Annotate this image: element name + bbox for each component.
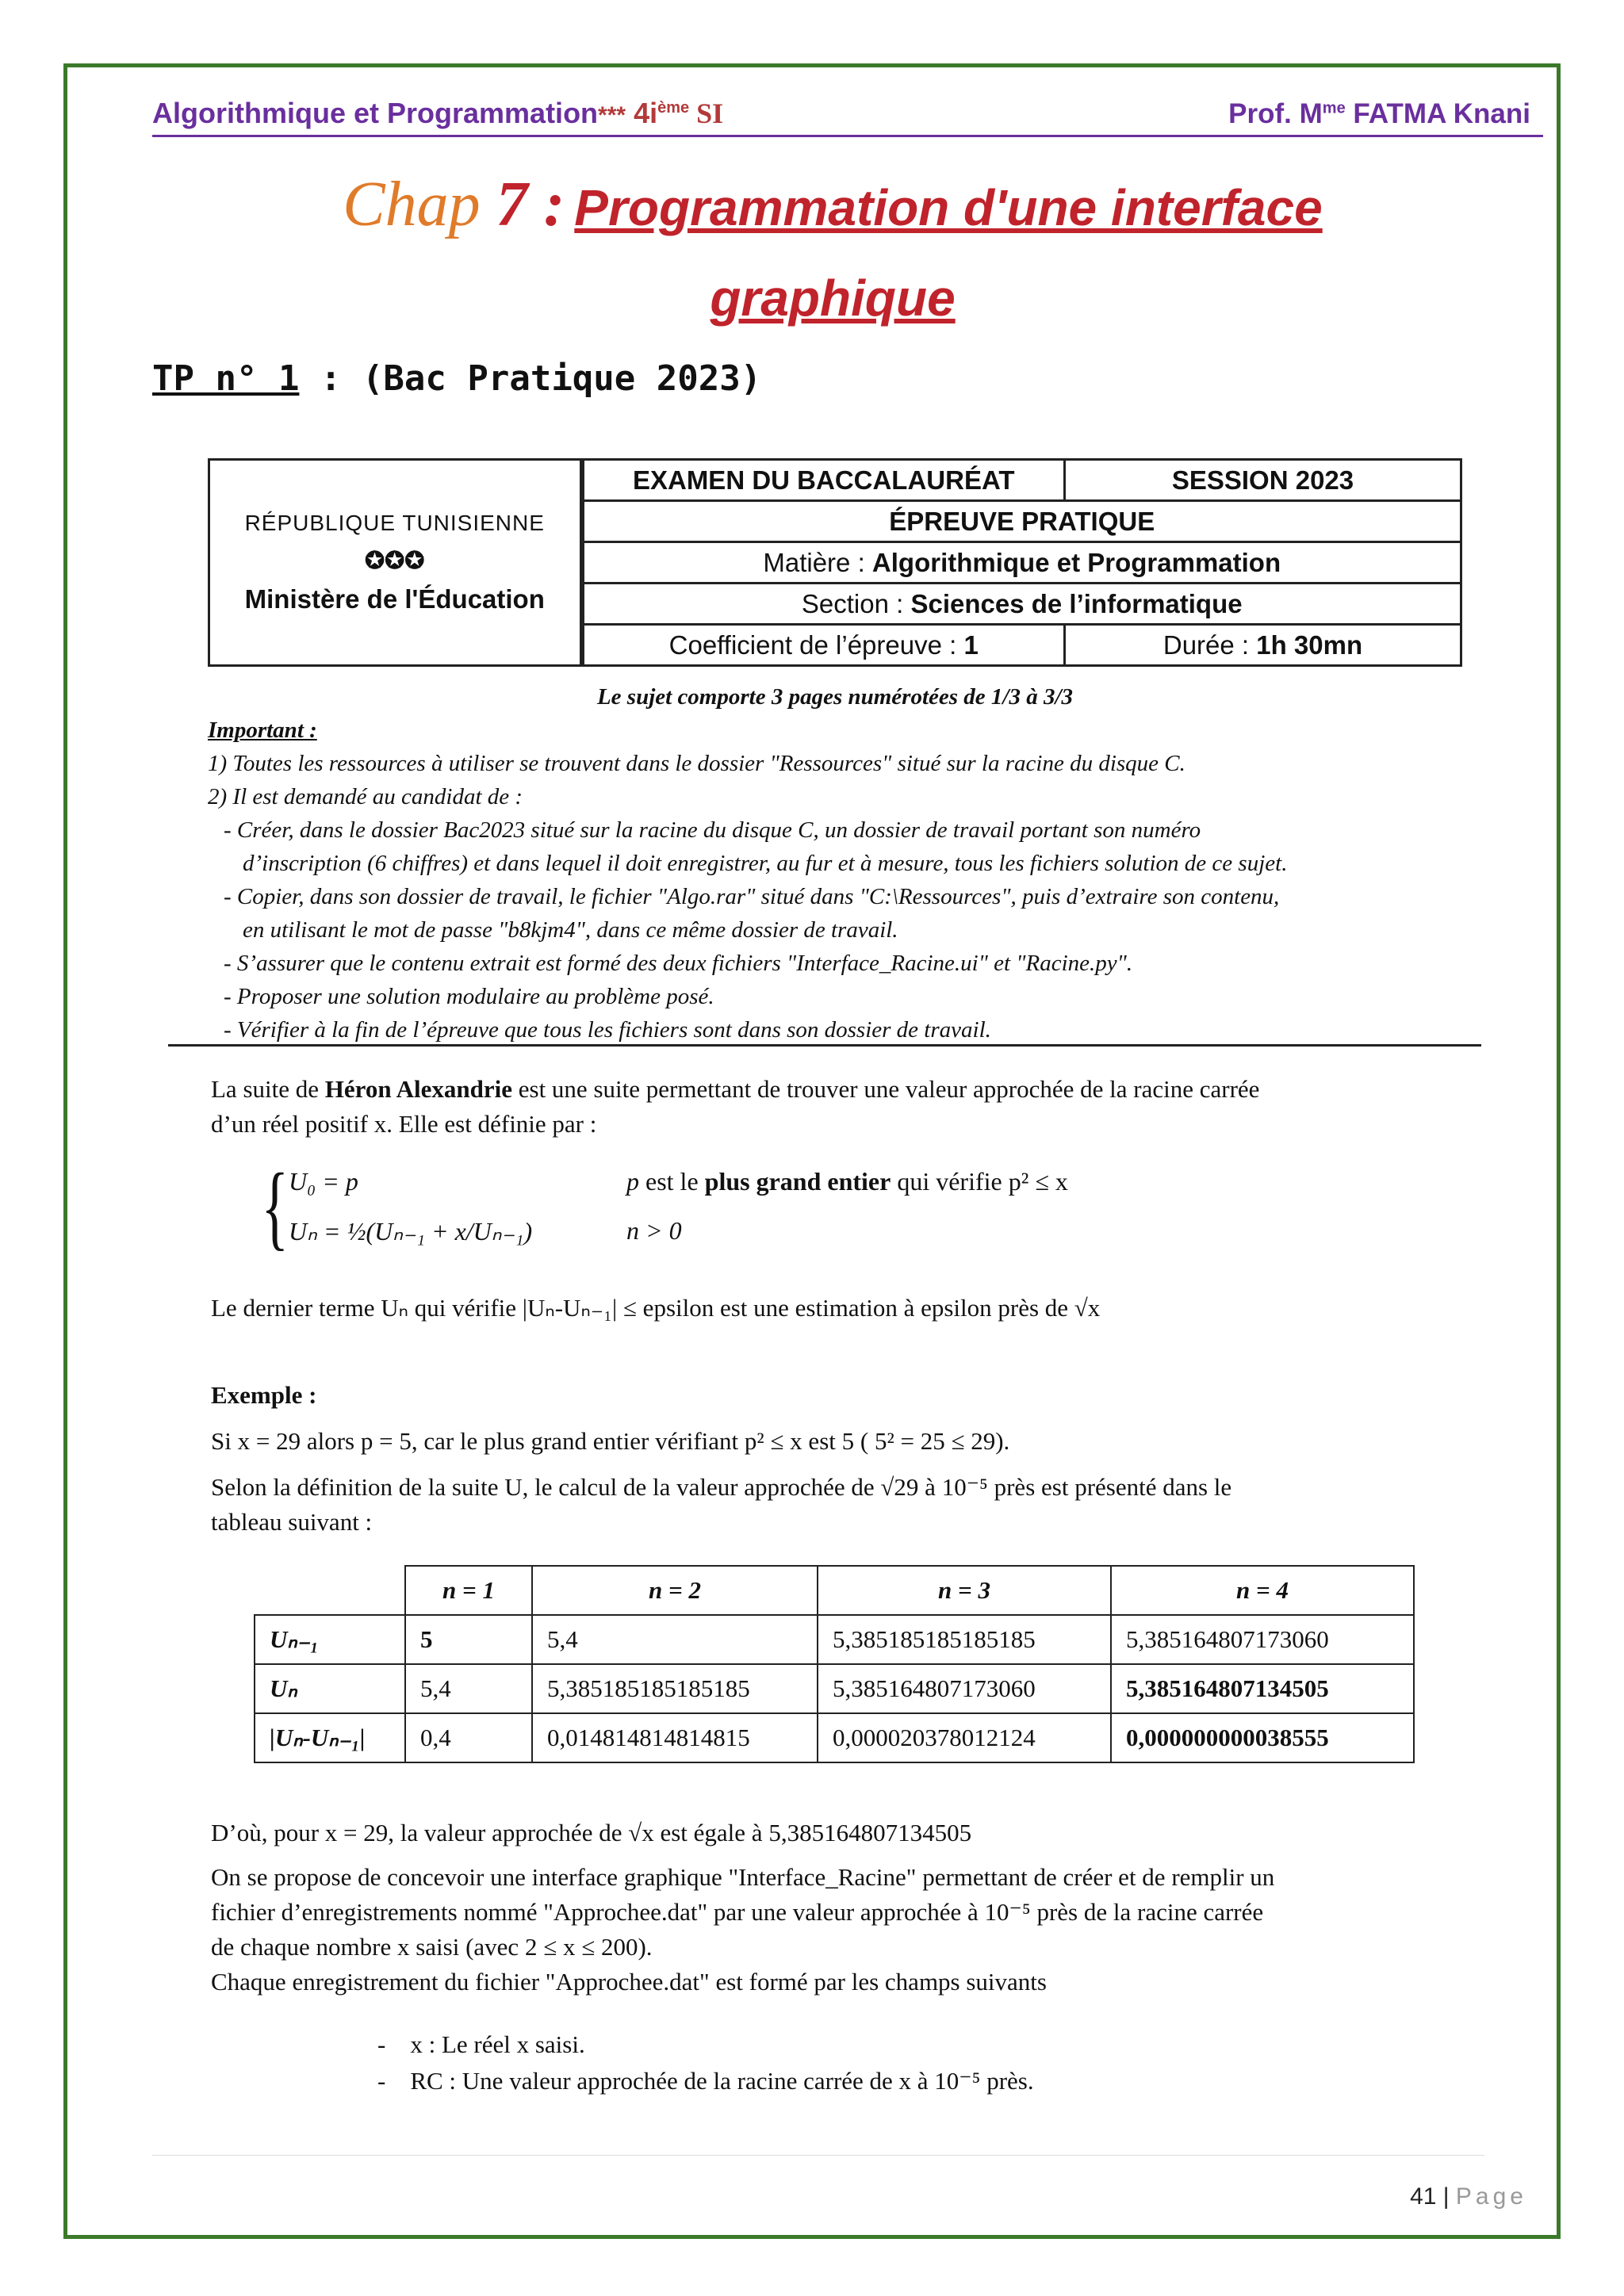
- author-header: [1228, 98, 1530, 130]
- chapter-number: 7 :: [496, 170, 565, 239]
- cond-end: qui vérifie p² ≤ x: [891, 1167, 1068, 1196]
- example-title: Exemple :: [211, 1381, 317, 1409]
- duration-value: 1h 30mn: [1256, 629, 1363, 660]
- table-cell: 0,014814814814815: [532, 1713, 818, 1762]
- table-cell: 5: [405, 1615, 532, 1664]
- formula-u0-condition: [626, 1167, 1068, 1196]
- exam-type: ÉPREUVE PRATIQUE: [582, 501, 1461, 542]
- table-cell: 5,4: [405, 1664, 532, 1713]
- field-x: x : Le réel x saisi.: [410, 2030, 585, 2058]
- task-line-1: On se propose de concevoir une interface graphique "Interface_Racine" permettant de créer et de remplir un: [211, 1863, 1275, 1891]
- ministry-label: Ministère de l'Éducation: [244, 584, 545, 614]
- example-line-3: tableau suivant :: [211, 1508, 373, 1536]
- page-number: 41: [1410, 2183, 1437, 2210]
- course-name: Algorithmique et Programmation: [152, 97, 599, 129]
- exam-instructions: [208, 680, 1462, 1047]
- row-label: |Uₙ-Uₙ₋₁|: [255, 1713, 405, 1762]
- exam-title: EXAMEN DU BACCALAURÉAT: [582, 460, 1065, 501]
- instruction-create: - Créer, dans le dossier Bac2023 situé sur la racine du disque C, un dossier de travail portant son numéro: [224, 817, 1201, 843]
- header-n3: n = 3: [818, 1566, 1111, 1615]
- instruction-copy-cont: en utilisant le mot de passe "b8kjm4", dans ce même dossier de travail.: [243, 917, 898, 943]
- formula-un: Uₙ = ½(Uₙ₋₁ + x/Uₙ₋₁): [289, 1217, 533, 1246]
- brace-icon: {: [261, 1154, 289, 1259]
- duration-label: Durée :: [1162, 629, 1257, 660]
- course-level-sup: ème: [657, 99, 690, 117]
- heron-name: Héron Alexandrie: [324, 1075, 512, 1103]
- author-prefix: Prof. M: [1228, 98, 1323, 129]
- header-n1: n = 1: [405, 1566, 532, 1615]
- instruction-modular: - Proposer une solution modulaire au problème posé.: [224, 984, 714, 1009]
- chapter-title-line2: graphique: [710, 270, 956, 327]
- exam-header-table: [208, 458, 1462, 667]
- instruction-check: - S’assurer que le contenu extrait est formé des deux fichiers "Interface_Racine.ui" et "Racine.py".: [224, 951, 1133, 976]
- task-line-2: fichier d’enregistrements nommé "Approchee.dat" par une valeur approchée à 10⁻⁵ près de la racine carrée: [211, 1898, 1264, 1926]
- heron-line-1: [211, 1072, 1464, 1107]
- table-cell: 0,000020378012124: [818, 1713, 1111, 1762]
- table-header-row: [255, 1566, 1414, 1615]
- instruction-copy: - Copier, dans son dossier de travail, le fichier "Algo.rar" situé dans "C:\Ressources", puis d’extraire son contenu,: [224, 884, 1280, 909]
- table-cell: 5,4: [532, 1615, 818, 1664]
- chapter-label: Chap: [343, 170, 496, 239]
- row-label: Uₙ: [255, 1664, 405, 1713]
- formula-un-condition: n > 0: [626, 1216, 682, 1245]
- instruction-create-cont: d’inscription (6 chiffres) et dans lequel il doit enregistrer, au fur et à mesure, tous les fichiers solution de ce sujet.: [243, 851, 1288, 876]
- heron-formula: [252, 1154, 1283, 1269]
- header-divider: [152, 135, 1543, 137]
- pages-note: Le sujet comporte 3 pages numérotées de 1/3 à 3/3: [596, 684, 1074, 710]
- tp-heading: [152, 358, 761, 399]
- table-row: [255, 1664, 1414, 1713]
- course-section: SI: [689, 98, 724, 129]
- estimate-sentence: Le dernier terme Uₙ qui vérifie |Uₙ-Uₙ₋₁| ≤ epsilon est une estimation à epsilon près de √x: [211, 1294, 1101, 1322]
- formula-u0: U₀ = p: [289, 1167, 358, 1196]
- row-label: Uₙ₋₁: [255, 1615, 405, 1664]
- coef-value: 1: [963, 629, 979, 660]
- example-line-1: Si x = 29 alors p = 5, car le plus grand entier vérifiant p² ≤ x est 5 ( 5² = 25 ≤ 29).: [211, 1427, 1010, 1455]
- exam-session: SESSION 2023: [1065, 460, 1461, 501]
- conclusion-block: [211, 1816, 1464, 1999]
- table-cell: 0,4: [405, 1713, 532, 1762]
- table-cell: 5,385164807134505: [1111, 1664, 1414, 1713]
- exam-coefficient: [582, 625, 1065, 666]
- instruction-verify: - Vérifier à la fin de l’épreuve que tous les fichiers sont dans son dossier de travail.: [224, 1017, 991, 1043]
- task-line-3: de chaque nombre x saisi (avec 2 ≤ x ≤ 200).: [211, 1933, 653, 1961]
- table-corner: [255, 1566, 405, 1615]
- course-level: 4i: [626, 97, 658, 129]
- example-block: [211, 1378, 1464, 1540]
- country-label: RÉPUBLIQUE TUNISIENNE: [244, 511, 545, 535]
- table-cell: 5,385185185185185: [532, 1664, 818, 1713]
- important-heading: Important :: [208, 718, 317, 743]
- tp-suffix: : (Bac Pratique 2023): [299, 358, 762, 399]
- coef-label: Coefficient de l’épreuve :: [668, 629, 964, 660]
- results-table: [254, 1565, 1415, 1763]
- list-item: - RC : Une valeur approchée de la racine carrée de x à 10⁻⁵ près.: [377, 2067, 1034, 2095]
- author-name: FATMA Knani: [1345, 98, 1530, 129]
- table-cell: 5,385185185185185: [818, 1615, 1111, 1664]
- exam-duration: [1065, 625, 1461, 666]
- header-n2: n = 2: [532, 1566, 818, 1615]
- instruction-1: 1) Toutes les ressources à utiliser se trouvent dans le dossier "Ressources" situé sur la racine du disque C.: [208, 751, 1185, 776]
- ministry-cell: [209, 460, 582, 666]
- heron-text-a: La suite de: [211, 1075, 325, 1103]
- tp-label: TP n° 1: [152, 358, 300, 399]
- section-value: Sciences de l’informatique: [910, 588, 1243, 618]
- section-label: Section :: [801, 588, 911, 618]
- heron-text-c: est une suite permettant de trouver une valeur approchée de la racine carrée: [512, 1075, 1260, 1103]
- conclusion-line: D’où, pour x = 29, la valeur approchée de √x est égale à 5,385164807134505: [211, 1819, 972, 1846]
- exam-section: [582, 584, 1461, 625]
- chapter-title: [119, 166, 1546, 350]
- table-row: [255, 1615, 1414, 1664]
- table-cell: 0,000000000038555: [1111, 1713, 1414, 1762]
- list-item: - x : Le réel x saisi.: [377, 2030, 585, 2058]
- instruction-2: 2) Il est demandé au candidat de :: [208, 784, 523, 809]
- page-label: Page: [1455, 2183, 1527, 2210]
- field-rc: RC : Une valeur approchée de la racine carrée de x à 10⁻⁵ près.: [410, 2067, 1034, 2095]
- heron-line-2: d’un réel positif x. Elle est définie par :: [211, 1110, 597, 1138]
- header-n4: n = 4: [1111, 1566, 1414, 1615]
- table-cell: 5,385164807173060: [818, 1664, 1111, 1713]
- footer-divider: [152, 2155, 1484, 2156]
- footer-separator: |: [1436, 2183, 1456, 2210]
- table-row: [255, 1713, 1414, 1762]
- cond-p: p: [626, 1167, 639, 1196]
- cond-bold: plus grand entier: [704, 1167, 891, 1196]
- heron-intro: [211, 1072, 1464, 1142]
- subject-label: Matière :: [763, 547, 872, 577]
- table-cell: 5,385164807173060: [1111, 1615, 1414, 1664]
- task-line-4: Chaque enregistrement du fichier "Approchee.dat" est formé par les champs suivants: [211, 1968, 1047, 1996]
- chapter-title-line1: Programmation d'une interface: [574, 179, 1323, 236]
- author-sup: me: [1322, 99, 1346, 117]
- field-list: [377, 2026, 1034, 2099]
- example-line-2: Selon la définition de la suite U, le calcul de la valeur approchée de √29 à 10⁻⁵ près est présenté dans le: [211, 1473, 1232, 1501]
- course-header: [152, 97, 723, 130]
- cond-text: est le: [639, 1167, 705, 1196]
- stars-separator: ***: [598, 102, 626, 128]
- subject-value: Algorithmique et Programmation: [871, 547, 1281, 577]
- page-footer: [1410, 2183, 1527, 2210]
- ornament-icon: ✪✪✪: [365, 548, 425, 574]
- section-divider: [168, 1044, 1481, 1047]
- exam-subject: [582, 542, 1461, 584]
